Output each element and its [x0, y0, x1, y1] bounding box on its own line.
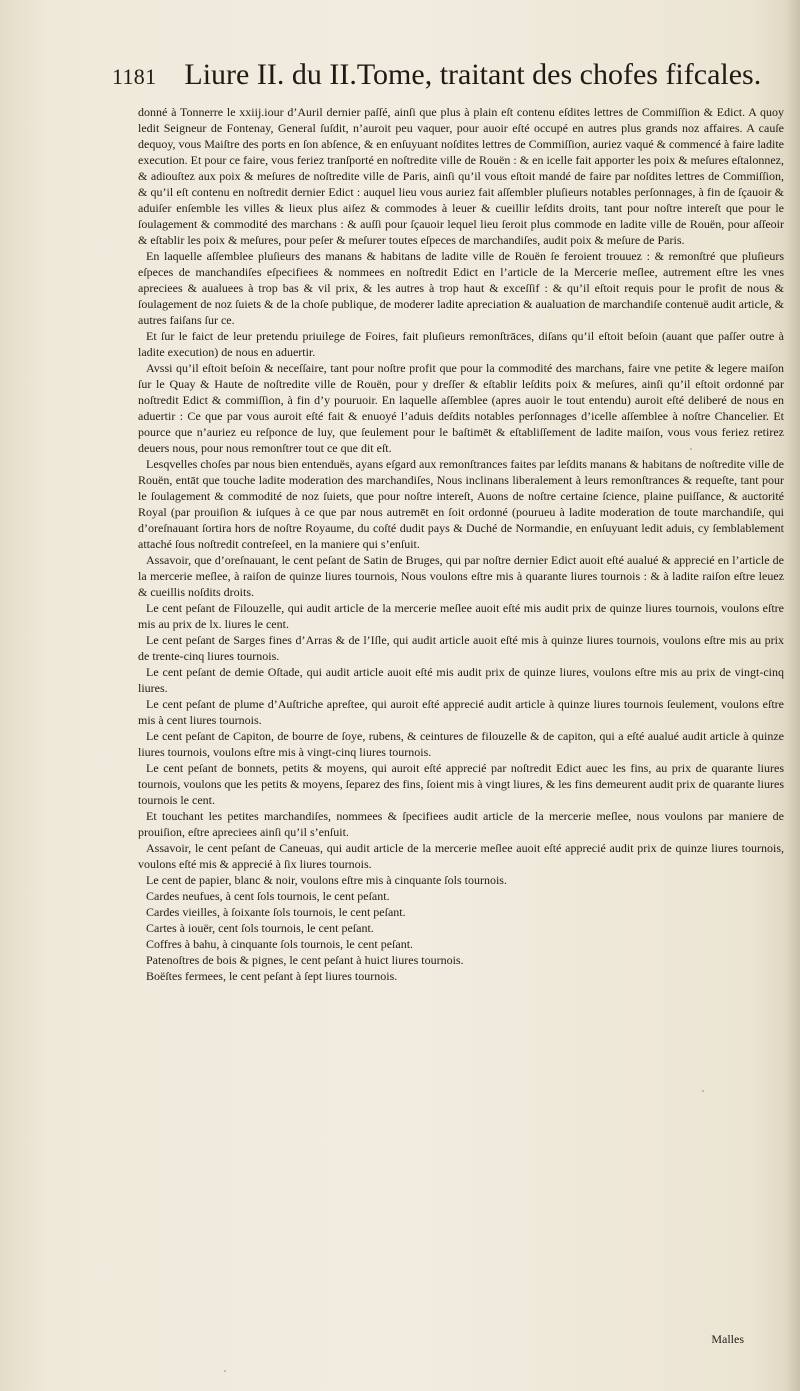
paragraph: Et ſur le faict de leur pretendu priuilege de Foires, fait pluſieurs remonſtrāces, diſans qu’il eſtoit beſoin (auant que paſſer outre à ladite execution) de nous en aduertir.	[138, 329, 784, 359]
paragraph: donné à Tonnerre le xxiij.iour d’Auril dernier paſſé, ainſi que plus à plain eſt contenu eſdites lettres de Commiſſion & Edict. A quoy ledit Seigneur de Fontenay, General ſuſdit, n’auroit peu vaquer, pour auoir eſté occupé en autres plus grands noz affaires. A cauſe dequoy, vous Maiſtre des ports en ſon abſence, & en enſuyuant noſdites lettres de Commiſſion, auriez vaqué & commencé à faire ladite execution. Et pour ce faire, vous feriez tranſporté en noſtredite ville de Rouën : & en icelle fait apporter les poix & meſures eſtalonnez, & adiouſtez aux poix & meſures de noſtredite ville de Paris, ainſi qu’il vous eſtoit mandé de faire par noſdites lettres de Commiſſion, & qu’il eſt contenu en noſtredit dernier Edict : auquel lieu vous auriez fait aſſembler pluſieurs notables perſonnages, à fin de ſçauoir & aduiſer enſemble les villes & lieux plus aiſez & commodes à leuer & cueillir leſdits droits, tant pour noſtre intereſt que pour le ſoulagement & commodité des marchans : & auſſi pour ſçauoir lequel lieu ſeroit plus commode en ladite ville de Rouën, pour aſſeoir & eſtablir les poix & meſures, pour peſer & meſurer toutes eſpeces de marchandiſes, audit poix & meſure de Paris.	[138, 105, 784, 247]
list-item: Boëſtes fermees, le cent peſant à ſept liures tournois.	[146, 969, 398, 983]
paper-speck	[224, 1370, 226, 1372]
paragraph: Le cent peſant de Filouzelle, qui audit article de la mercerie meſlee auoit eſté mis audit prix de quinze liures tournois, voulons eſtre mis au prix de lx. liures le cent.	[138, 601, 784, 631]
catchword: Malles	[711, 1332, 744, 1346]
list-item: Cardes vieilles, à ſoixante ſols tournois, le cent peſant.	[146, 905, 406, 919]
paragraph: Le cent peſant de demie Oſtade, qui audit article auoit eſté mis audit prix de quinze liures, voulons eſtre mis au prix de vingt-cinq liures.	[138, 665, 784, 695]
paragraph: Et touchant les petites marchandiſes, nommees & ſpecifiees audit article de la mercerie meſlee, nous voulons par maniere de prouiſion, eſtre apreciees ainſi qu’il s’enſuit.	[138, 809, 784, 839]
page-number: 1181	[112, 64, 157, 89]
paragraph: Lesqvelles choſes par nous bien entenduës, ayans eſgard aux remonſtrances faites par leſdits manans & habitans de noſtredite ville de Rouën, entāt que touche ladite moderation des marchandiſes, Nous inclinans liberalement à leurs remonſtrances & requeſte, tant pour le ſoulagement & commodité de noz ſuiets, que pour noſtre intereſt, Auons de noſtre certaine ſcience, plaine puiſſance, & auctorité Royal (par prouiſion & iuſques à ce que par nous autremēt en ſoit ordonné (pourueu à ladite moderation de toute marchandiſe, qui d’oreſnauant ſortira hors de noſtre Royaume, du coſté dudit pays & Duché de Normandie, en enſuyuant ledit aduis, cy ſemblablement attaché ſous noſtredit contreſeel, en la maniere qui s’enſuit.	[138, 457, 784, 551]
paragraph: Assavoir, le cent peſant de Caneuas, qui audit article de la mercerie meſlee auoit eſté apprecié audit prix de quinze liures tournois, voulons eſté mis & apprecié à ſix liures tournois.	[138, 841, 784, 871]
paragraph: Le cent de papier, blanc & noir, voulons eſtre mis à cinquante ſols tournois.	[146, 873, 507, 887]
running-title: Liure II. du II.Tome, traitant des chofes fifcales.	[184, 58, 762, 91]
paragraph: Le cent peſant de Capiton, de bourre de ſoye, rubens, & ceintures de filouzelle & de capiton, qui a eſté aualué audit article à quinze liures tournois, voulons eſtre mis à vingt-cinq liures tournois.	[138, 729, 784, 759]
paper-speck	[702, 1090, 704, 1092]
paragraph: Le cent peſant de bonnets, petits & moyens, qui auroit eſté apprecié par noſtredit Edict auec les fins, au prix de quarante liures tournois, voulons que les petits & moyens, ſeparez des fins, ſoient mis à vingt liures, & les fins demeurent audit prix de quarante liures tournois le cent.	[138, 761, 784, 807]
paper-speck	[690, 448, 692, 450]
paragraph: Assavoir, que d’oreſnauant, le cent peſant de Satin de Bruges, qui par noſtre dernier Edict auoit eſté aualué & apprecié en l’article de la mercerie meſlee, à raiſon de quinze liures tournois, Nous voulons eſtre mis à quarante liures tournois : & à ladite raiſon eſtre leuez & cueillis noſdits droits.	[138, 553, 784, 599]
list-item: Cartes à iouër, cent ſols tournois, le cent peſant.	[146, 921, 374, 935]
paragraph: Le cent peſant de plume d’Auſtriche apreſtee, qui auroit eſté apprecié audit article à quinze liures tournois ſeulement, voulons eſtre mis à cent liures tournois.	[138, 697, 784, 727]
list-item: Coffres à bahu, à cinquante ſols tournois, le cent peſant.	[146, 937, 414, 951]
list-item: Cardes neufues, à cent ſols tournois, le cent peſant.	[146, 889, 390, 903]
paragraph: Le cent peſant de Sarges fines d’Arras & de l’Iſle, qui audit article auoit eſté mis à quinze liures tournois, voulons eſtre mis au prix de trente-cinq liures tournois.	[138, 633, 784, 663]
list-item: Patenoſtres de bois & pignes, le cent peſant à huict liures tournois.	[146, 953, 464, 967]
page-edge-shadow	[786, 0, 800, 1391]
paragraph: Avssi qu’il eſtoit beſoin & neceſſaire, tant pour noſtre profit que pour la commodité des marchans, faire vne petite & legere maiſon ſur le Quay & Haute de noſtredite ville de Rouën, pour y dreſſer & eſtablir leſdits poix & meſures, ainſi qu’il eſtoit ordonné par noſtredit Edict & commiſſion, à fin d’y pouruoir. En laquelle aſſemblee (apres auoir le tout entendu) auroit eſté deliberé de nous en aduertir : Ce que par vous auroit eſté fait & enuoyé l’aduis deſdits notables perſonnages d’icelle aſſemblee à noſtre Chancelier. Et pource que n’auriez eu reſponce de luy, que ſeulement pour le baſtimēt & eſtabliſſement de ladite maiſon, vous vous feriez retirez deuers nous, pour nous remonſtrer tout ce que dit eſt.	[138, 361, 784, 455]
paragraph: En laquelle aſſemblee pluſieurs des manans & habitans de ladite ville de Rouën ſe feroient trouuez : & remonſtré que pluſieurs eſpeces de manchandiſes eſpecifiees & nommees en noſtredit Edict en l’article de la Mercerie meſlee, autrement eſtre les vnes apreciees & aualuees à trop bas & vil prix, & les autres à trop haut & exceſſif : & qu’il eſtoit requis pour le profit de nous & ſoulagement de noz ſuiets & de la choſe publique, de moderer ladite apreciation & aualuation de marchandiſe contenuë audit article, & autres faiſans ſur ce.	[138, 249, 784, 327]
body-text	[138, 104, 784, 984]
page-header	[112, 58, 792, 94]
